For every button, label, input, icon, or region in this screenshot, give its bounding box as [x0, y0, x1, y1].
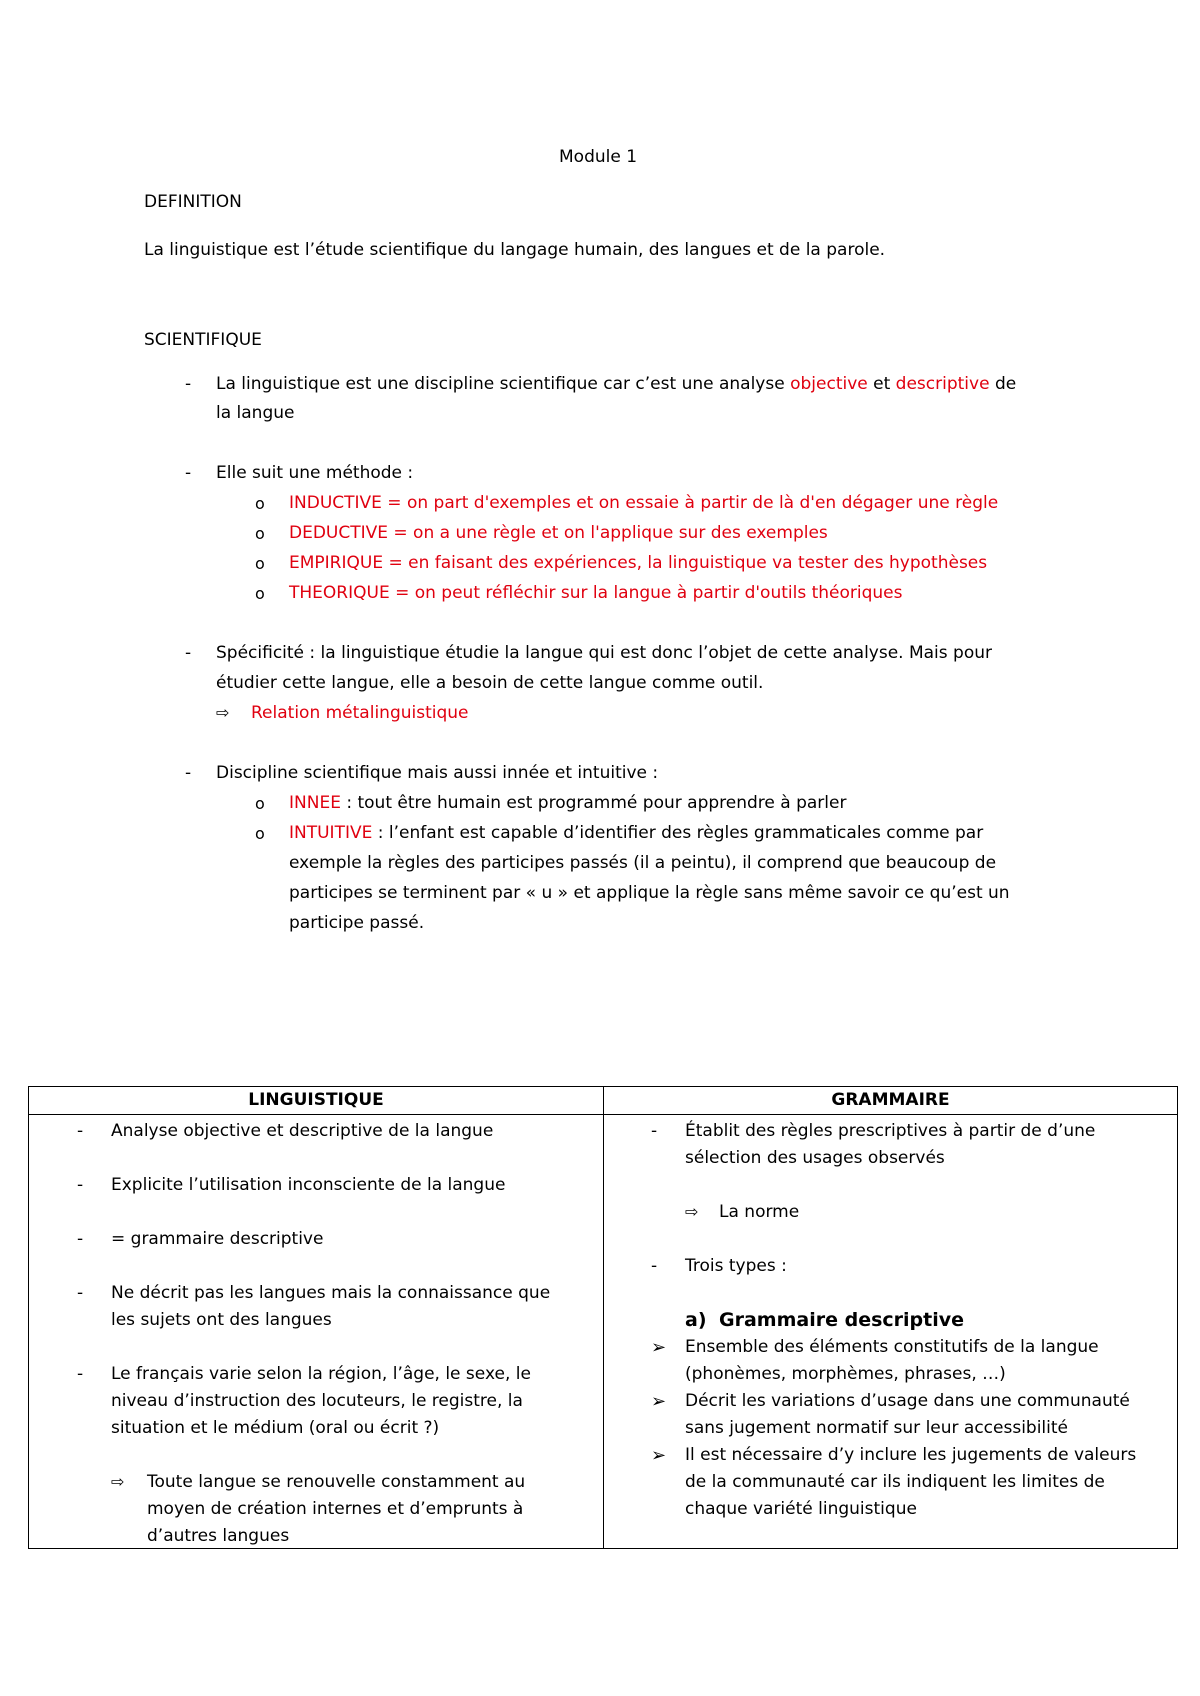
item4-text: Discipline scientifique mais aussi innée et intuitive : — [216, 763, 659, 783]
list-bullet: - — [77, 1175, 84, 1195]
sub-bullet: o — [255, 524, 265, 543]
gram-check3-line2: de la communauté car ils indiquent les limites de — [685, 1472, 1105, 1492]
method-deductive: DEDUCTIVE = on a une règle et on l'applique sur des exemples — [289, 523, 828, 543]
ling-item4-line2: les sujets ont des langues — [111, 1310, 332, 1330]
list-bullet: - — [77, 1121, 84, 1141]
list-bullet: - — [651, 1121, 658, 1141]
intuitive-line1 — [289, 823, 983, 843]
page-title: Module 1 — [559, 147, 638, 167]
gram-check3-line1: Il est nécessaire d’y inclure les jugements de valeurs — [685, 1445, 1137, 1465]
item1-text-c: de — [989, 374, 1017, 394]
relation-metalinguistique: Relation métalinguistique — [251, 703, 469, 723]
ling-arrow-line1: Toute langue se renouvelle constamment au — [147, 1472, 526, 1492]
comparison-table — [28, 1086, 1178, 1549]
item1-line1 — [216, 374, 1016, 394]
arrow-icon: ⇨ — [111, 1472, 125, 1491]
intuitive-text: : l’enfant est capable d’identifier des règles grammaticales comme par — [372, 823, 984, 843]
item1-text-b: et — [867, 374, 896, 394]
ling-item4-line1: Ne décrit pas les langues mais la connaissance que — [111, 1283, 551, 1303]
gram-item1-line2: sélection des usages observés — [685, 1148, 945, 1168]
ling-item5-line3: situation et le médium (oral ou écrit ?) — [111, 1418, 440, 1438]
list-bullet: - — [77, 1364, 84, 1384]
list-bullet: - — [185, 374, 192, 394]
arrow-icon: ⇨ — [216, 703, 230, 722]
keyword-objective: objective — [790, 374, 868, 394]
ling-item1: Analyse objective et descriptive de la langue — [111, 1121, 494, 1141]
sub-label: a) — [685, 1309, 707, 1331]
ling-arrow-line2: moyen de création internes et d’emprunts à — [147, 1499, 524, 1519]
sub-bullet: o — [255, 584, 265, 603]
innee-line — [289, 793, 846, 813]
list-bullet: - — [77, 1229, 84, 1249]
item2-text: Elle suit une méthode : — [216, 463, 414, 483]
list-bullet: - — [185, 763, 192, 783]
header-grammaire: GRAMMAIRE — [831, 1090, 950, 1110]
innee-text: : tout être humain est programmé pour apprendre à parler — [340, 793, 847, 813]
innee-label: INNEE — [289, 793, 341, 813]
intuitive-label: INTUITIVE — [289, 823, 373, 843]
definition-text: La linguistique est l’étude scientifique du langage humain, des langues et de la parole. — [144, 240, 886, 260]
gram-norme: La norme — [719, 1202, 800, 1222]
header-linguistique: LINGUISTIQUE — [248, 1090, 384, 1110]
gram-check1-line1: Ensemble des éléments constitutifs de la langue — [685, 1337, 1099, 1357]
ling-arrow-line3: d’autres langues — [147, 1526, 290, 1546]
definition-heading: DEFINITION — [144, 192, 242, 212]
sub-bullet: o — [255, 494, 265, 513]
gram-check2-line2: sans jugement normatif sur leur accessibilité — [685, 1418, 1069, 1438]
check-arrow-icon: ➢ — [651, 1391, 667, 1412]
item3-line2: étudier cette langue, elle a besoin de cette langue comme outil. — [216, 673, 764, 693]
scientifique-heading: SCIENTIFIQUE — [144, 330, 262, 350]
method-empirique: EMPIRIQUE = en faisant des expériences, la linguistique va tester des hypothèses — [289, 553, 988, 573]
ling-item5-line2: niveau d’instruction des locuteurs, le registre, la — [111, 1391, 523, 1411]
list-bullet: - — [77, 1283, 84, 1303]
table-column-divider — [603, 1087, 604, 1548]
ling-item5-line1: Le français varie selon la région, l’âge, le sexe, le — [111, 1364, 531, 1384]
list-bullet: - — [651, 1256, 658, 1276]
intuitive-line2: exemple la règles des participes passés (il a peintu), il comprend que beaucoup de — [289, 853, 997, 873]
item1-line2: la langue — [216, 403, 295, 423]
list-bullet: - — [185, 463, 192, 483]
gram-item1-line1: Établit des règles prescriptives à partir de d’une — [685, 1121, 1096, 1141]
item3-line1: Spécificité : la linguistique étudie la langue qui est donc l’objet de cette analyse. Mais pour — [216, 643, 992, 663]
intuitive-line4: participe passé. — [289, 913, 425, 933]
check-arrow-icon: ➢ — [651, 1445, 667, 1466]
sub-bullet: o — [255, 824, 265, 843]
sub-bullet: o — [255, 554, 265, 573]
method-inductive: INDUCTIVE = on part d'exemples et on essaie à partir de là d'en dégager une règle — [289, 493, 999, 513]
gram-check3-line3: chaque variété linguistique — [685, 1499, 917, 1519]
gram-item2: Trois types : — [685, 1256, 787, 1276]
check-arrow-icon: ➢ — [651, 1337, 667, 1358]
method-theorique: THEORIQUE = on peut réfléchir sur la langue à partir d'outils théoriques — [289, 583, 903, 603]
table-header-divider — [29, 1114, 1177, 1115]
ling-item2: Explicite l’utilisation inconsciente de la langue — [111, 1175, 506, 1195]
gram-check1-line2: (phonèmes, morphèmes, phrases, …) — [685, 1364, 1006, 1384]
list-bullet: - — [185, 643, 192, 663]
sub-title-grammaire-descriptive: Grammaire descriptive — [719, 1309, 964, 1331]
ling-item3: = grammaire descriptive — [111, 1229, 324, 1249]
arrow-icon: ⇨ — [685, 1202, 699, 1221]
gram-check2-line1: Décrit les variations d’usage dans une communauté — [685, 1391, 1130, 1411]
sub-bullet: o — [255, 794, 265, 813]
item1-text-a: La linguistique est une discipline scientifique car c’est une analyse — [216, 374, 791, 394]
intuitive-line3: participes se terminent par « u » et applique la règle sans même savoir ce qu’est un — [289, 883, 1010, 903]
keyword-descriptive: descriptive — [895, 374, 990, 394]
